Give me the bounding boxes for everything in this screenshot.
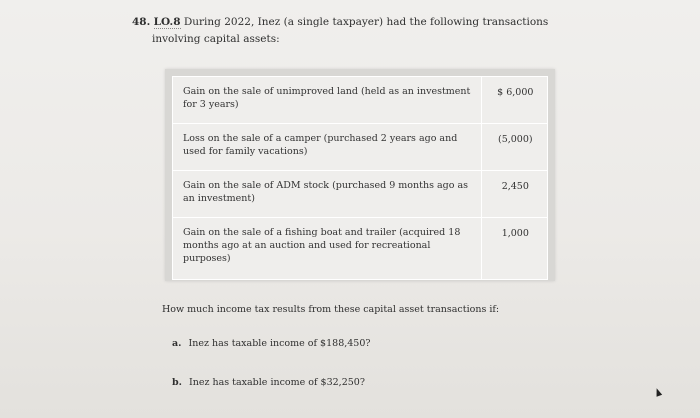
transaction-description [173, 171, 482, 218]
table-row [173, 171, 548, 218]
description-line: months ago at an auction and used for recreational [183, 240, 431, 251]
transaction-description [173, 77, 482, 124]
transactions-table [172, 76, 548, 280]
transaction-amount: 2,450 [481, 171, 547, 218]
description-line: for 3 years) [183, 99, 239, 110]
description-line: Loss on the sale of a camper (purchased 2 years ago and [183, 133, 458, 144]
learning-objective: LO.8 [153, 16, 181, 28]
transaction-amount: 1,000 [481, 218, 547, 280]
part-label: a. [172, 338, 182, 349]
part-text: Inez has taxable income of $32,250? [188, 377, 365, 388]
question-prompt: How much income tax results from these capital asset transactions if: [162, 304, 500, 315]
description-line: Gain on the sale of ADM stock (purchased 9 months ago as [183, 180, 468, 191]
part-b [172, 377, 365, 388]
description-line: an investment) [183, 193, 255, 204]
transaction-description [173, 124, 482, 171]
table-row [173, 218, 548, 280]
transaction-description [173, 218, 482, 280]
question-text-line2: involving capital assets: [152, 33, 280, 45]
table-row [173, 77, 548, 124]
part-a [172, 338, 370, 349]
mouse-cursor-icon [654, 387, 662, 397]
table-row [173, 124, 548, 171]
question-text-line1: During 2022, Inez (a single taxpayer) had the following transactions [183, 16, 549, 28]
question-header [132, 14, 572, 48]
transaction-amount: (5,000) [481, 124, 547, 171]
transaction-amount: $ 6,000 [481, 77, 547, 124]
description-line: purposes) [183, 253, 231, 264]
description-line: used for family vacations) [183, 146, 308, 157]
question-number: 48. [132, 16, 151, 28]
description-line: Gain on the sale of a fishing boat and trailer (acquired 18 [183, 227, 461, 238]
description-line: Gain on the sale of unimproved land (held as an investment [183, 86, 471, 97]
part-label: b. [172, 377, 182, 388]
part-text: Inez has taxable income of $188,450? [188, 338, 371, 349]
